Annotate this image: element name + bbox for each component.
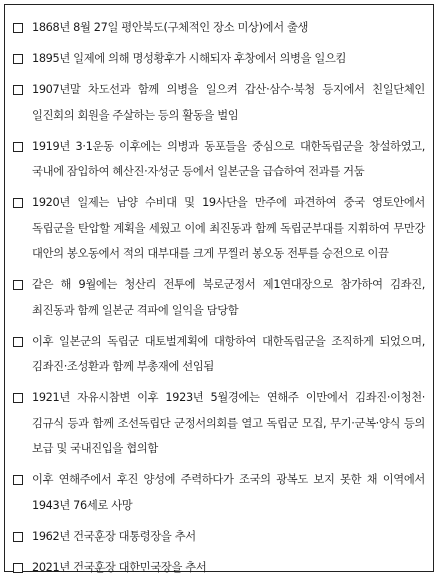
list-item — [13, 46, 425, 72]
entry-text: 1921년 자유시참변 이후 1923년 5월경에는 연해주 이만에서 김좌진·이청천·김규식 등과 함께 조선독립단 군정서의회를 열고 독립군 모집, 무기·군복·양식 등의 보급 및 국내진입을 협의함 — [32, 385, 425, 462]
entry-text: 1907년말 차도선과 함께 의병을 일으켜 갑산·삼수·북청 등지에서 친일단체인 일진회의 회원을 주살하는 등의 활동을 벌임 — [32, 77, 425, 128]
list-item — [13, 524, 425, 550]
checkbox-bullet-icon — [13, 280, 23, 290]
list-item — [13, 467, 425, 518]
list-item — [13, 385, 425, 462]
checkbox-bullet-icon — [13, 337, 23, 347]
checkbox-bullet-icon — [13, 23, 23, 33]
checkbox-bullet-icon — [13, 54, 23, 64]
entry-text: 1919년 3·1운동 이후에는 의병과 동포들을 중심으로 대한독립군을 창설하였고, 국내에 잠입하여 혜산진·자성군 등에서 일본군을 급습하여 전과를 거둠 — [32, 134, 425, 185]
list-item — [13, 134, 425, 185]
entry-text: 1962년 건국훈장 대통령장을 추서 — [32, 524, 425, 550]
entry-text: 1920년 일제는 남양 수비대 및 19사단을 만주에 파견하여 중국 영토안에서 독립군을 탄압할 계획을 세웠고 이에 최진동과 함께 독립군부대를 지휘하여 무만강 대안의 봉오동에서 적의 대부대를 크게 무찔러 봉오동 전투를 승전으로 이끔 — [32, 190, 425, 267]
list-item — [13, 329, 425, 380]
entry-text: 같은 해 9월에는 청산리 전투에 북로군정서 제1연대장으로 참가하여 김좌진, 최진동과 함께 일본군 격파에 일익을 담당함 — [32, 272, 425, 323]
checkbox-bullet-icon — [13, 85, 23, 95]
list-item — [13, 555, 425, 580]
list-item — [13, 190, 425, 267]
checkbox-bullet-icon — [13, 475, 23, 485]
list-item — [13, 272, 425, 323]
entry-text: 이후 연해주에서 후진 양성에 주력하다가 조국의 광복도 보지 못한 채 이역에서 1943년 76세로 사망 — [32, 467, 425, 518]
checkbox-bullet-icon — [13, 393, 23, 403]
checkbox-bullet-icon — [13, 563, 23, 573]
entry-text: 이후 일본군의 독립군 대토벌계획에 대항하여 대한독립군을 조직하게 되었으며, 김좌진·조성환과 함께 부총재에 선임됨 — [32, 329, 425, 380]
list-item — [13, 77, 425, 128]
checkbox-bullet-icon — [13, 532, 23, 542]
checkbox-bullet-icon — [13, 142, 23, 152]
biography-box — [4, 4, 434, 572]
checkbox-bullet-icon — [13, 198, 23, 208]
entry-text: 2021년 건국훈장 대한민국장을 추서 — [32, 555, 425, 580]
entry-text: 1868년 8월 27일 평안북도(구체적인 장소 미상)에서 출생 — [32, 15, 425, 41]
entry-text: 1895년 일제에 의해 명성황후가 시해되자 후창에서 의병을 일으킴 — [32, 46, 425, 72]
list-item — [13, 15, 425, 41]
